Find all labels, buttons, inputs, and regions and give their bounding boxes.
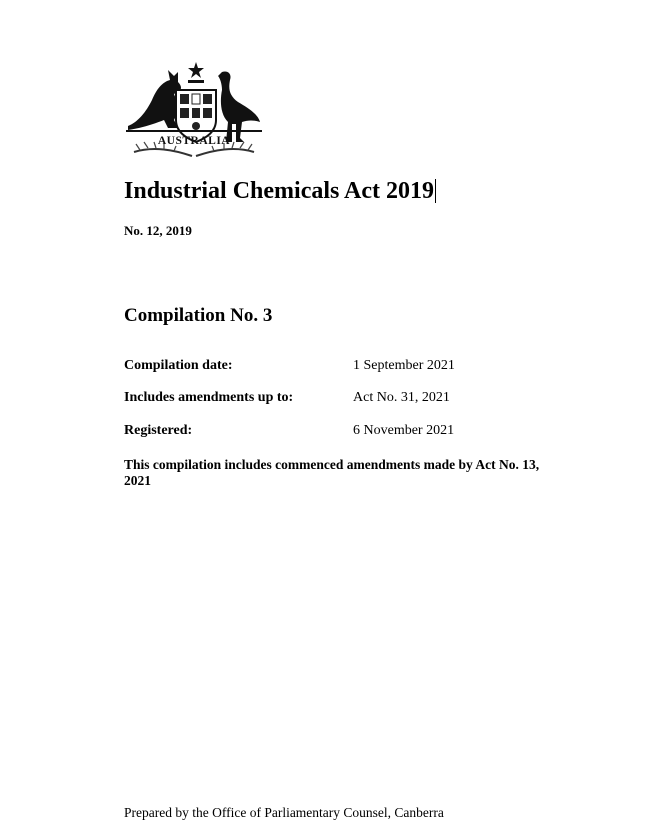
document-title[interactable]: Industrial Chemicals Act 2019 [124,178,435,204]
detail-value: 1 September 2021 [353,358,455,373]
act-number: No. 12, 2019 [124,223,192,238]
detail-label: Registered: [124,423,193,438]
detail-value: 6 November 2021 [353,423,455,438]
detail-value: Act No. 31, 2021 [353,390,450,405]
text-cursor [435,179,436,203]
compilation-note: This compilation includes commenced amendments made by Act No. 13, 2021 [124,457,540,488]
coat-of-arms-icon [124,60,264,162]
compilation-heading: Compilation No. 3 [124,305,273,326]
crest-label: AUSTRALIA [157,135,231,147]
detail-label: Compilation date: [124,358,233,373]
detail-label: Includes amendments up to: [124,390,294,405]
footer-prepared-by: Prepared by the Office of Parliamentary Counsel, Canberra [124,805,444,820]
